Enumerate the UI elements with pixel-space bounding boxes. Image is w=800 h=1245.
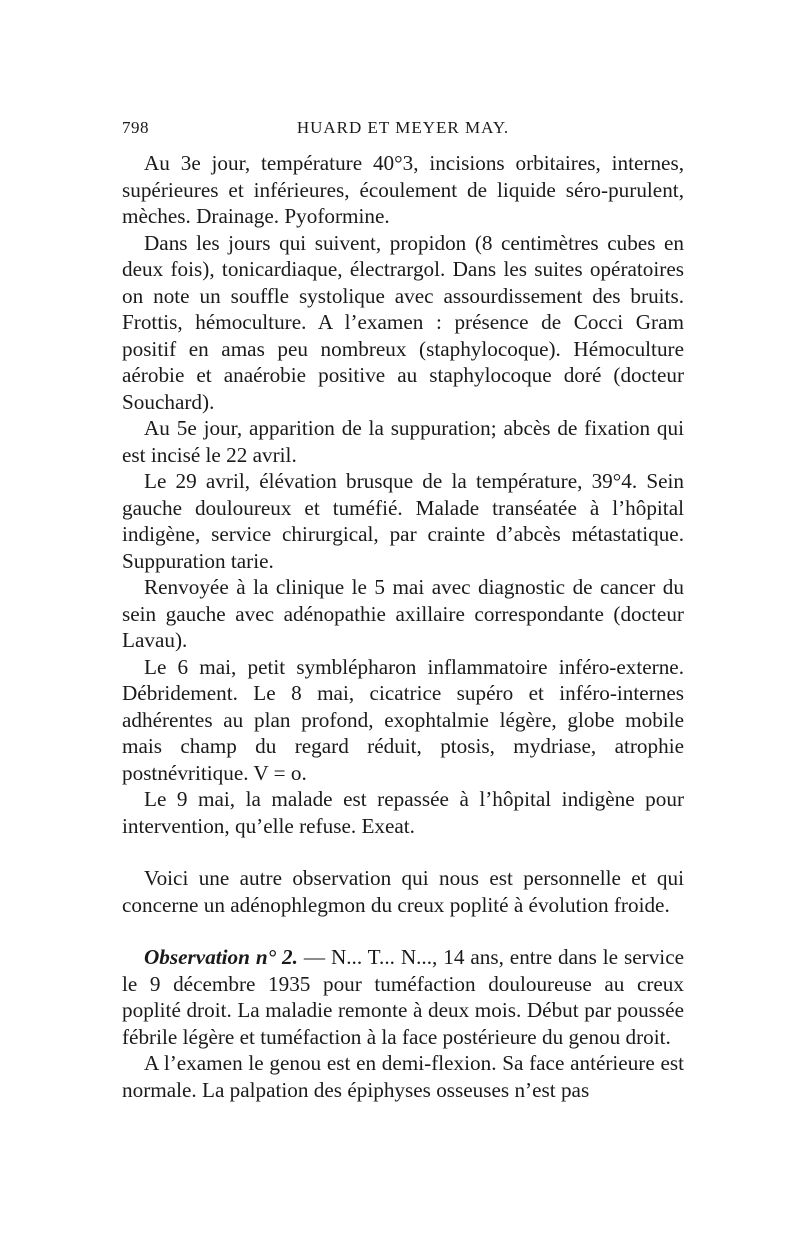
- section-gap: [122, 918, 684, 944]
- paragraph-may-5: Renvoyée à la clinique le 5 mai avec diagnostic de cancer du sein gauche avec adénopathie axillaire correspondante (docteur Lavau).: [122, 575, 684, 652]
- intro-paragraph: Voici une autre observation qui nous est personnelle et qui concerne un adénophlegmon du creux poplité à évolution froide.: [122, 866, 684, 917]
- paragraph-day5: Au 5e jour, apparition de la suppuration; abcès de fixation qui est incisé le 22 avril.: [122, 416, 684, 467]
- page: [122, 118, 684, 1103]
- observation-label: Observation n° 2.: [144, 945, 298, 969]
- paragraph-day3: Au 3e jour, température 40°3, incisions orbitaires, internes, supérieures et inférieures, écoulement de liquide séro-purulent, mèches. Drainage. Pyoformine.: [122, 151, 684, 228]
- paragraph-may-9: Le 9 mai, la malade est repassée à l’hôpital indigène pour intervention, qu’elle refuse. Exeat.: [122, 787, 684, 838]
- last-paragraph: A l’examen le genou est en demi-flexion. Sa face antérieure est normale. La palpation des épiphyses osseuses n’est pas: [122, 1051, 684, 1102]
- section-gap: [122, 839, 684, 865]
- paragraph-april-29: Le 29 avril, élévation brusque de la température, 39°4. Sein gauche douloureux et tuméfié. Malade transéatée à l’hôpital indigène, service chirurgical, par crainte d’abcès métastatique. Suppuration tarie.: [122, 469, 684, 573]
- running-header: [122, 118, 684, 150]
- page-number: 798: [122, 118, 149, 137]
- paragraph-following-days: Dans les jours qui suivent, propidon (8 centimètres cubes en deux fois), tonicardiaque, électrargol. Dans les suites opératoires on note un souffle systolique avec assourdissement des bruits. Frottis, hémoculture. A l’examen : présence de Cocci Gram positif en amas peu nombreux (staphylocoque). Hémoculture aérobie et anaérobie positive au staphylocoque doré (docteur Souchard).: [122, 230, 684, 414]
- paragraph-may-6: Le 6 mai, petit symblépharon inflammatoire inféro-externe. Débridement. Le 8 mai, cicatrice supéro et inféro-internes adhérentes au plan profond, exophtalmie légère, globe mobile mais champ du regard réduit, ptosis, mydriase, atrophie postnévritique. V = o.: [122, 654, 684, 785]
- observation-paragraph: [122, 944, 684, 1050]
- running-title: HUARD ET MEYER MAY.: [296, 118, 510, 137]
- observation-text: — N... T... N..., 14 ans, entre dans le service le 9 décembre 1935 pour tuméfaction douloureuse au creux poplité droit. La maladie remonte à deux mois. Début par poussée fébrile légère et tuméfaction à la face postérieure du genou droit.: [122, 945, 684, 1049]
